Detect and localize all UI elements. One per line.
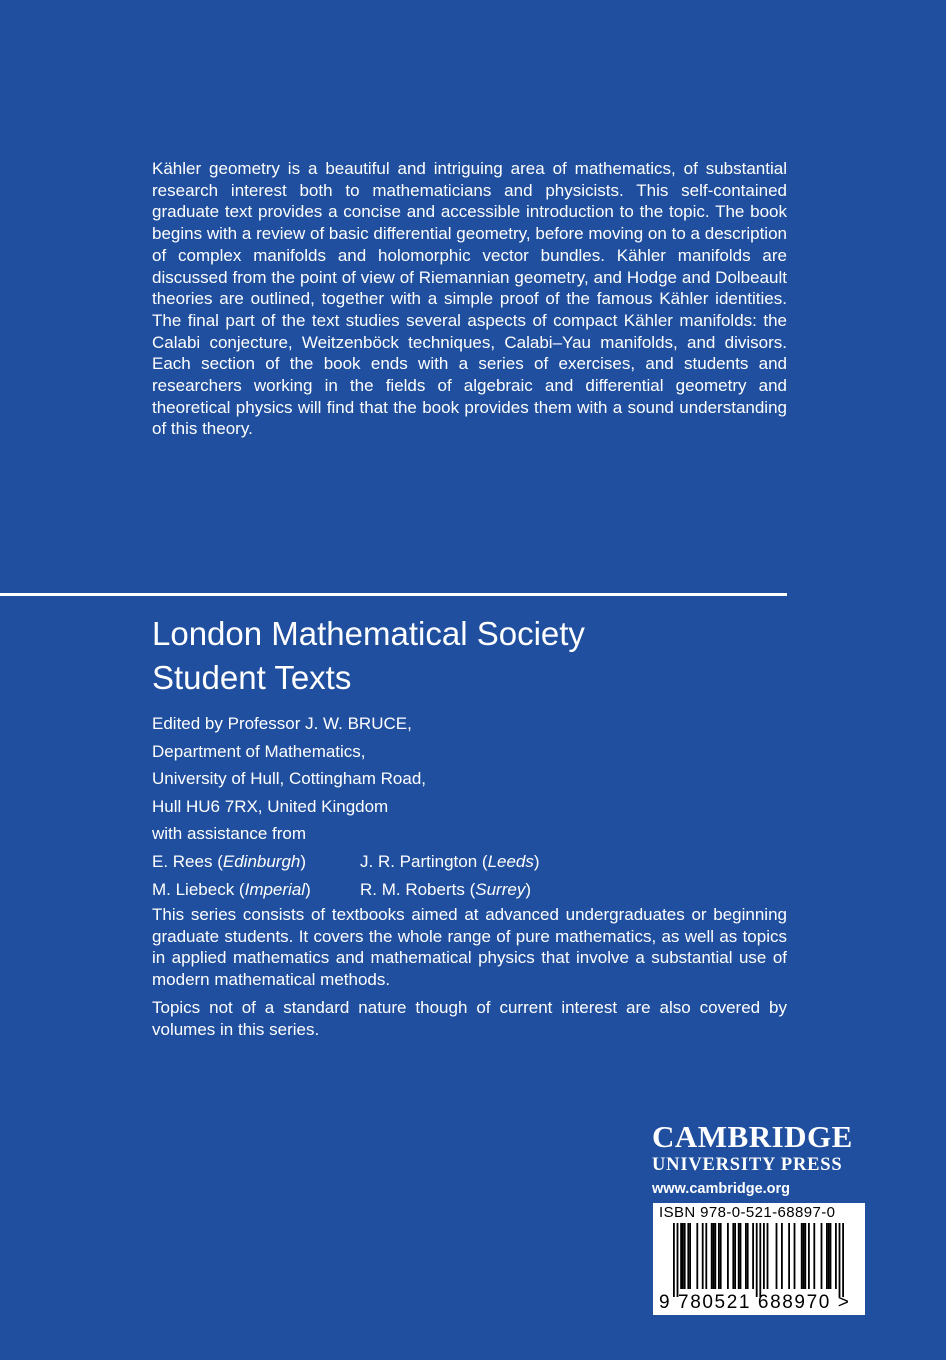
- assistant: R. M. Roberts (Surrey): [360, 879, 531, 899]
- barcode-bar: [680, 1223, 682, 1289]
- barcode-bar: [713, 1223, 715, 1289]
- editor-line: Hull HU6 7RX, United Kingdom: [152, 796, 389, 816]
- barcode-guard-bar: [842, 1223, 844, 1297]
- assistant-name: J. R. Partington: [360, 851, 478, 871]
- series-description-paragraph: Topics not of a standard nature though of current interest are also covered by volumes in this series.: [152, 997, 787, 1039]
- barcode-bar: [711, 1223, 713, 1289]
- section-divider: [0, 593, 787, 596]
- series-title-line-2: Student Texts: [152, 659, 352, 696]
- barcode-bar: [763, 1223, 765, 1289]
- isbn-label: ISBN 978-0-521-68897-0: [659, 1204, 836, 1221]
- assistant-place: Leeds: [487, 851, 534, 871]
- barcode-bar: [747, 1223, 749, 1289]
- barcode-bar: [821, 1223, 823, 1289]
- book-blurb: Kähler geometry is a beautiful and intriguing area of mathematics, of substantial research interest both to mathematicians and physicists. This self-contained graduate text provides a concise and accessible introduction to the topic. The book begins with a review of basic differential geometry, before moving on to a description of complex manifolds and holomorphic vector bundles. Kähler manifolds are discussed from the point of view of Riemannian geometry, and Hodge and Dolbeault theories are outlined, together with a simple proof of the famous Kähler identities. The final part of the text studies several aspects of compact Kähler manifolds: the Calabi conjecture, Weitzenböck techniques, Calabi–Yau manifolds, and divisors. Each section of the book ends with a series of exercises, and students and researchers working in the fields of algebraic and differential geometry and theoretical physics will find that the book provides them with a sound understanding of this theory.: [152, 159, 787, 439]
- barcode-bar: [745, 1223, 747, 1289]
- barcode-bar: [781, 1223, 783, 1289]
- barcode-bar: [776, 1223, 778, 1289]
- barcode-bar: [835, 1223, 837, 1289]
- barcode-bar: [684, 1223, 686, 1289]
- publisher-logo: [652, 1120, 866, 1202]
- barcode-bar: [788, 1223, 790, 1289]
- barcode-bar: [687, 1223, 689, 1289]
- barcode-guard-bar: [839, 1223, 841, 1297]
- assistant: M. Liebeck (Imperial): [152, 879, 311, 899]
- barcode-bar: [727, 1223, 729, 1289]
- barcode-guard-bar: [677, 1223, 679, 1297]
- barcode-bar: [732, 1223, 734, 1289]
- assistant-place: Surrey: [475, 879, 526, 899]
- barcode-bar: [740, 1223, 742, 1289]
- barcode-bar: [813, 1223, 815, 1289]
- assistant: J. R. Partington (Leeds): [360, 851, 540, 871]
- assistant-row: [152, 848, 787, 876]
- barcode-bar: [803, 1223, 805, 1289]
- barcode-bar: [752, 1223, 754, 1289]
- series-editor-block: [152, 710, 787, 904]
- barcode-guard-bar: [756, 1223, 758, 1297]
- barcode-bar: [808, 1223, 810, 1289]
- barcode-bar: [734, 1223, 736, 1289]
- barcode-bar: [830, 1223, 832, 1289]
- barcode-bar: [738, 1223, 740, 1289]
- series-description: [152, 904, 787, 1046]
- barcode-bar: [682, 1223, 684, 1289]
- assistant-place: Edinburgh: [222, 851, 301, 871]
- barcode-bar: [794, 1223, 796, 1289]
- assistant-place: Imperial: [244, 879, 306, 899]
- series-title: [152, 612, 787, 700]
- editor-line: with assistance from: [152, 824, 306, 843]
- isbn-barcode: [653, 1203, 865, 1315]
- assistant-name: R. M. Roberts: [360, 879, 465, 899]
- editor-line: Edited by Professor J. W. BRUCE,: [152, 714, 412, 733]
- series-description-paragraph: This series consists of textbooks aimed at advanced undergraduates or beginning graduate students. It covers the whole range of pure mathematics, as well as topics in applied mathematics and mathematical physics that involve a substantial use of modern mathematical methods.: [152, 905, 787, 990]
- barcode-bar: [801, 1223, 803, 1289]
- publisher-url: www.cambridge.org: [652, 1181, 791, 1197]
- assistant-row: [152, 876, 787, 904]
- barcode-bar: [720, 1223, 722, 1289]
- barcode-bar: [826, 1223, 828, 1289]
- barcode-bar: [718, 1223, 720, 1289]
- barcode-bar: [689, 1223, 691, 1289]
- editor-line: University of Hull, Cottingham Road,: [152, 769, 427, 788]
- editor-line: Department of Mathematics,: [152, 741, 366, 761]
- publisher-subtitle: UNIVERSITY PRESS: [652, 1155, 843, 1175]
- ean-digits: 9 780521 688970 >: [659, 1292, 851, 1313]
- barcode-guard-bar: [759, 1223, 761, 1297]
- barcode-bar: [804, 1223, 806, 1289]
- barcode-bar: [767, 1223, 769, 1289]
- barcode-guard-bar: [673, 1223, 675, 1297]
- assistant: E. Rees (Edinburgh): [152, 851, 307, 871]
- barcode-bar: [714, 1223, 716, 1289]
- barcode-bar: [696, 1223, 698, 1289]
- barcode-bar: [702, 1223, 704, 1289]
- publisher-name: CAMBRIDGE: [652, 1119, 853, 1154]
- assistant-name: M. Liebeck: [152, 879, 235, 899]
- assistant-name: E. Rees: [152, 851, 213, 871]
- series-title-line-1: London Mathematical Society: [152, 615, 585, 652]
- barcode-bar: [705, 1223, 707, 1289]
- barcode-bar: [828, 1223, 830, 1289]
